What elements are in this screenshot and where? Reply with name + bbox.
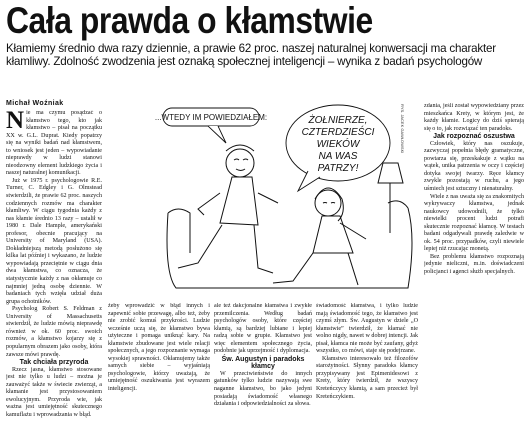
column-3-paragraph-2: W przeciwieństwie do innych gatunków tylko ludzie nazywają swe naganne kłamstwo, bo jako jedyni posiadają świadomość własnego działania i odpowiedzialności za słowa. xyxy=(214,370,312,408)
column-1-paragraph-3: Psycholog Robert S. Feldman z University of Massachusetts stwierdził, że ludzie mówią nieprawdę również w ok. 60 proc. swoich rozmów, a kłamstwo kojarzy się z popularnym obrazem jako osoby, która zawsze mówi prawdę. xyxy=(6,306,102,358)
column-4 xyxy=(316,303,418,445)
column-3-subheading: Św. Augustyn i paradoks kłamcy xyxy=(221,355,305,371)
cartoon-illustration xyxy=(108,103,423,301)
column-5-paragraph-3: Wiele z nas uważa się za znakomitych wykrywaczy kłamstwa, jednak naukowcy udowodnili, że tylko niewielki procent ludzi potrafi skutecznie rozpoznać kłamcę. W testach badani odgadywali prawdę zaledwie w ok. 54 proc. przypadków, czyli niewiele lepiej niż rzucając monetą. xyxy=(424,193,524,253)
column-5-subheading: Jak rozpoznać oszustwa xyxy=(433,133,515,141)
cartoon-credit: RYS. JACEK GAWŁOWSKI xyxy=(400,104,405,154)
bubble-right-line-1: ŻOŁNIERZE, xyxy=(308,115,368,126)
column-5-paragraph-4: Bez problemu kłamstwo rozpoznają jedynie nieliczni, m.in. doświadczeni policjanci i agenci służb specjalnych. xyxy=(424,253,524,276)
column-5 xyxy=(424,103,524,445)
dropcap: N xyxy=(6,110,25,134)
bubble-right-line-3: WIEKÓW xyxy=(316,139,360,150)
bubble-right-line-4: NA WAS xyxy=(318,151,358,162)
column-5-paragraph-1: zdania, jeśli został wypowiedziany przez mieszkańca Krety, w którym jest, że każdy kłamie. Logicy do dziś spierają się o to, jak rozwiązać ten paradoks. xyxy=(424,103,524,132)
column-3 xyxy=(214,303,312,445)
column-2-paragraph-1: żeby wprowadzić w błąd innych i zapewnić sobie przewagę, albo też, żeby nie zrobić komuś przykrości. Ludzie wcześnie uczą się, że kłamstwo bywa użyteczne i pomaga uniknąć kary. Na kłamstwie zbudowane jest wiele relacji społecznych, a jego rozpoznanie wymaga wysokiej sprawności. Okłamujemy także samych siebie – wyjaśniają psychologowie, którzy uważają, że umiejętność oszukiwania jest wyrazem inteligencji. xyxy=(108,303,210,393)
column-1-paragraph-2: Już w 1975 r. psychologowie R.E. Turner, C. Edgley i G. Olmstead stwierdzili, że prawie 62 proc. naszych codziennych rozmów ma charakter kłamliwy. W ciągu tygodnia każdy z nas kłamie średnio 13 razy – ustalił w 1980 r. Dale Hample, amerykański profesor, obecnie pracujący na University of Maryland (USA). Dokładniejszą metodą posłużono się kilka lat później i wykazano, że ludzie wypowiadają przeciętnie w ciągu dnia dwa kłamstwa, co oznacza, że statystycznie każdy z nas okłamuje co najmniej jedną osobę dziennie. W badaniach tych wzięła udział duża grupa ochotników. xyxy=(6,177,102,305)
column-1-paragraph-4: Rzecz jasna, kłamstwo stosowane jest nie tylko u ludzi – można je zauważyć także w świecie zwierząt, a kłamanie jest przystosowaniem ewolucyjnym. Przyroda wie, jak ważna jest umiejętność skutecznego kamuflażu i wprowadzania w błąd. xyxy=(6,366,102,418)
bubble-right-line-5: PATRZY! xyxy=(317,163,359,174)
bubble-right-line-2: CZTERDZIEŚCI xyxy=(301,127,375,138)
column-1-paragraph-1: ie ma czymu posądzać o kłamstwo tego, kto jak kłamstwo – pisał na początku XX w. G.L. Duprat. Kiedy popatrzy się na wyniki badań nad kłamstwem, to wniosek jest jeden – wypowiadanie nieprawdy w ludzi stanowi nieodzowny element ludzkiego życia i naszej naturalnej komunikacji. xyxy=(6,110,102,177)
byline: Michał Woźniak xyxy=(6,100,64,107)
column-3-paragraph-1: ale też dakcjonalne kłamstwa i zwykłe przemilczenia. Według badań psychologów osoby, które częściej kłamią, są bardziej lubiane i lepiej radzą sobie w grupie. Kłamstwo jest więc elementem społecznego życia, podobnie jak uprzejmość i dyplomacja. xyxy=(214,303,312,355)
column-4-paragraph-2: Kłamstwo interesowało też filozofów starożytności. Słynny paradoks kłamcy przypisywany jest Epimenidesowi z Krety, który twierdził, że wszyscy Kreteńczycy kłamią, a sam przecież był Kreteńczykiem. xyxy=(316,355,418,400)
column-1 xyxy=(6,110,102,445)
headline: Cała prawda o kłamstwie xyxy=(6,0,373,41)
column-1-subheading: Tak chciała przyroda xyxy=(19,359,89,367)
bubble-left-text: ...WTEDY IM POWIEDZIAŁEM: xyxy=(154,113,268,122)
column-4-paragraph-1: świadomość kłamstwa, i tylko ludzie mają świadomość tego, że kłamstwo jest czymś złym. Św. Augustyn w dziele „O kłamstwie” twierdził, że kłamać nie wolno nigdy, nawet w dobrej intencji. Jak pisał, kłamca nie może być zaufany, gdyż wszystko, co mówi, staje się podejrzane. xyxy=(316,303,418,355)
lead-paragraph: Kłamiemy średnio dwa razy dziennie, a prawie 62 proc. naszej naturalnej konwersacji ma charakter kłamliwy. Zdolność zwodzenia jest oznaką społecznej inteligencji – wynika z badań psychologów xyxy=(6,42,496,69)
column-2 xyxy=(108,303,210,445)
column-5-paragraph-2: Człowiek, który nas oszukuje, zazwyczaj popełnia błędy gramatyczne, powtarza się, przeskakuje z wątku na wątek, unika patrzenia w oczy i częściej dotyka swojej twarzy. Ręce kłamcy zwykle pozostają w ruchu, a jego uśmiech jest sztuczny i nienaturalny. xyxy=(424,140,524,193)
